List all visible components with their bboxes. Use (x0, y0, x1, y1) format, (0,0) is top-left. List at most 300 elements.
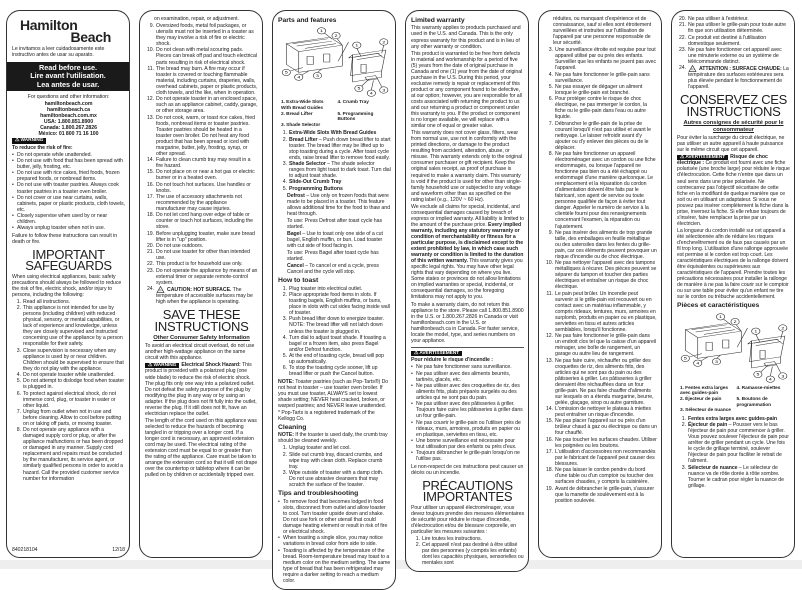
parts-legend-item: 1. Extra-Wide Slots With Bread Guides (281, 100, 324, 111)
panel-footer (12, 544, 125, 553)
warning-badge: ⚠ WARNING (145, 363, 179, 369)
item-body (555, 333, 657, 357)
list-item (677, 35, 790, 47)
item-lead: Sélecteur de nuance (688, 464, 738, 471)
item-body (156, 169, 258, 181)
item-body (289, 316, 391, 334)
paragraph-text: We exclude all claims for special, incidental, and consequential damages caused by breach of express or implied warranty. All liability is limited to the amount of the purchase price. (411, 203, 524, 228)
list-item (411, 371, 524, 383)
svg-text:5: 5 (756, 372, 760, 377)
paragraph (278, 218, 391, 230)
item-text: Do not cook, warm, or toast rice cakes, fried foods, nonbread items or toaster pastries. Toaster pastries should be heated in a toaster oven broiler. Do not heat any food product that has been spread or iced with margarine, butter, jelly, frosting, syrup, or other spread. (156, 114, 255, 157)
item-body (555, 230, 657, 260)
list-item (278, 161, 391, 179)
list-item (411, 364, 524, 370)
list-item (145, 23, 258, 47)
section-heading: Parts and features (278, 17, 337, 24)
numbered-list (677, 16, 790, 90)
item-text: Do not operate toaster in an enclosed space, such as an appliance cabinet, caddy, garage, or other storage area. (156, 96, 258, 115)
list-item (544, 260, 657, 290)
item-text: Ne pas faire cuire, réchauffer ou griller des croquettes de riz, des aliments frits, des articles qui ne sont pas du pain ou des pâtisseries à griller. Les pâtisseries à griller devraient être réchauffées dans un four grille-pain. Ne pas faire chauffer d'aliments sur lesquels on a étendu margarine, beurre, gelée, glaçage, sirop ou autre garniture. (555, 357, 654, 406)
item-text: Ne pas insérer des aliments de trop grande taille, des emballages en feuille métallique ou des ustensiles dans les fentes du grille-pain, car ces éléments peuvent provoquer un risque d'incendie ou de choc électrique. (555, 229, 657, 260)
item-lead: Slide-Out Crumb Tray (289, 179, 342, 186)
warning-lead: Risque de choc électrique : (677, 153, 768, 167)
item-text: Do not operate while unattended. (17, 151, 92, 158)
item-number: 4. (16, 372, 21, 378)
list-item (12, 378, 125, 390)
list-item (12, 182, 125, 194)
svg-text:3: 3 (714, 359, 718, 364)
paragraph (677, 228, 790, 301)
list-item (145, 249, 258, 261)
bullet-icon: • (411, 450, 413, 457)
paragraph-lead: NOTE: (278, 432, 294, 439)
list-item (544, 333, 657, 357)
item-number: 20. (146, 242, 154, 249)
item-text: Failure to clean crumb tray may result in a fire hazard. (156, 157, 251, 170)
item-number: 2. (282, 136, 287, 143)
list-item (278, 286, 391, 292)
list-item (544, 96, 657, 120)
item-text: Do not use with rice cakes, fried foods, frozen prepared foods, or nonbread items. (17, 170, 120, 183)
item-text: The temperature of accessible surfaces may be high when the appliance is operating. (156, 286, 253, 305)
item-number: 14. (146, 157, 154, 164)
parts-legend-item: 4. Ramasse-miettes (736, 385, 781, 391)
item-body (555, 96, 657, 120)
paragraph-text: – Use to toast only one side of a cut bagel, English muffin, or bun. Load toaster with cut side of food facing in. (287, 231, 383, 250)
item-body (17, 182, 125, 194)
bullet-icon: • (278, 535, 280, 542)
major-heading: PRÉCAUTIONS IMPORTANTES (422, 477, 513, 505)
item-number: 1. (16, 298, 21, 305)
list-item (411, 438, 524, 450)
bullet-icon: • (12, 225, 14, 232)
item-number: 2. (16, 305, 21, 312)
item-number: 12. (146, 96, 154, 103)
svg-text:1: 1 (754, 328, 758, 334)
list-item (544, 121, 657, 151)
svg-text:2: 2 (733, 319, 737, 324)
list-item (677, 22, 790, 34)
list-item (278, 130, 391, 136)
list-item (411, 420, 524, 438)
item-text: Avant de débrancher le grille-pain, s'assurer que la manette de soulèvement est à la position soulevée. (555, 485, 654, 504)
numbered-list (544, 47, 657, 504)
item-text: The bread may burn. A fire may occur if toaster is covered or touching flammable material, including curtains, draperies, walls, overhead cabinets, paper or plastic products, cloth towels, and the like, when in operation. (156, 65, 258, 96)
item-body (23, 427, 125, 481)
item-number: 3. (282, 470, 287, 477)
list-item (145, 96, 258, 114)
contact-line: hamiltonbeach.com (44, 100, 93, 107)
paragraph (544, 16, 657, 46)
item-text: Do not use with food that has been spread with butter, jelly, frosting, etc. (17, 157, 123, 170)
paragraph (278, 379, 391, 409)
item-body (555, 84, 657, 96)
item-body (156, 261, 242, 267)
item-number: 5. (548, 83, 553, 90)
bullet-icon: • (411, 401, 413, 408)
item-body (555, 358, 657, 406)
item-number: 7. (16, 408, 21, 415)
item-text: Wipe outside of toaster with a damp cloth. Do not use abrasive cleansers that may scratch the surface of the toaster. (289, 470, 384, 489)
item-number: 2. (282, 451, 287, 458)
list-item (677, 416, 790, 422)
item-body (156, 243, 203, 249)
item-number: 6. (282, 365, 287, 372)
item-body (283, 535, 391, 547)
item-body (555, 47, 657, 71)
paragraph-text: To use: Press Bagel after toast cycle has started. (287, 250, 379, 263)
numbered-list (278, 130, 391, 191)
major-heading: CONSERVEZ CES INSTRUCTIONS (679, 92, 788, 119)
bullet-list (411, 364, 524, 462)
item-body (289, 335, 391, 353)
item-text: Oversized foods, metal foil packages, or utensils must not be inserted in a toaster as they may involve a risk of fire or electric shock. (156, 23, 254, 48)
item-number: 15. (545, 418, 553, 425)
parts-legend-item: 3. Shade Selector (281, 122, 321, 128)
item-body (156, 212, 258, 230)
item-text: Read all instructions. (23, 298, 71, 305)
paragraph-text: This product is warranted to be free from defects in material and workmanship for a period of five (5) years from the date of original purchase in Canada and one (1) year from the date of original purchase in the U.S. During this period, your exclusive remedy is repair or replacement of this product or any component found to be defective, at our option; however, you are responsible for all costs associated with returning the product to us and our returning a product or component under this warranty to you. If the product or component is no longer available, we will replace with a similar one of equal or greater value. (411, 50, 523, 130)
paragraph-text: Failure to follow these instructions can result in death or fire. (12, 232, 118, 245)
item-lead: Programming Buttons (289, 185, 343, 192)
item-body (156, 194, 258, 212)
item-text: Do not operate toaster while unattended. (23, 372, 115, 378)
item-number: 22. (146, 261, 154, 268)
item-text: The use of accessory attachments not recommended by the appliance manufacturer may cause injuries. (156, 193, 242, 212)
item-body (17, 225, 105, 231)
item-body (156, 157, 258, 169)
logo-line-2: Beach (70, 29, 111, 45)
item-number: 8. (16, 427, 21, 434)
item-text: – Push down bread lifter to start toaster. The bread lifter may be lifted up to stop toasting during a cycle. After toast cycle ends, raise bread lifter to remove food easily. (289, 136, 391, 161)
paragraph-bold: Every implied warranty, including any statutory warranty or condition of merchantability or fitness for a particular purpose, is disclaimed except to the extent prohibited by law, in which case such warranty or condition is limited to the duration of this written warranty. (411, 221, 524, 265)
paragraph-text: To avoid an electrical circuit overload, do not use another high-wattage appliance on the same circuit with this appliance. (145, 342, 255, 361)
warning-lead: Electrical Shock Hazard: (181, 361, 241, 368)
item-text: Ne pas faire fonctionner le grille-pain dans un endroit clos tel que la caisse d'un appareil ménager, une boîte de rangement, un garage ou autre lieu de rangement. (555, 333, 657, 358)
item-text: Ne pas utiliser avec des pâtisseries à griller. Toujours faire cuire les pâtisseries à griller dans un four grille-pain. (416, 401, 523, 420)
item-text: Lire toutes les instructions. (422, 535, 482, 542)
item-text: Ne pas utiliser avec des croquettes de riz, des aliments frits, plats préparés surgelés ou des articles qui ne sont pas du pain. (416, 383, 520, 402)
list-item (544, 84, 657, 96)
banner-line: Lea antes de usar. (36, 79, 100, 89)
svg-text:1: 1 (320, 29, 323, 34)
list-item (12, 305, 125, 347)
bullet-icon: • (411, 383, 413, 389)
svg-text:3: 3 (382, 88, 386, 93)
list-item (145, 286, 258, 305)
item-lead: CAUTION: HOT SURFACE. (167, 286, 232, 293)
svg-text:4: 4 (696, 360, 700, 366)
major-heading: IMPORTANT SAFEGUARDS (25, 246, 112, 274)
paragraph-text: – Use only on frozen foods that were made to be placed in a toaster. This feature allows additional time for the food to thaw and heat through. (287, 192, 390, 217)
paragraph (145, 418, 258, 478)
warning-text: Ce produit est fourni avec une fiche polarisée (une broche large) pour réduire le risque d'électrocution. Cette fiche n'entre que dans un seul sens dans une prise polarisée. Ne contrecarrez pas l'objectif sécuritaire de cette fiche en la modifiant de quelque manière que ce soit ou en utilisant un adaptateur. Si vous ne pouvez pas insérer complètement la fiche dans la prise, inversez la fiche. Si elle refuse toujours de s'insérer, faire remplacer la prise par un électricien. (677, 160, 790, 227)
item-body (156, 66, 258, 96)
item-lead: ATTENTION : SURFACE CHAUDE: (699, 66, 782, 72)
list-item (12, 158, 125, 170)
item-text: La température des surfaces extérieures sera plus élevée pendant le fonctionnement de l'appareil. (688, 66, 789, 91)
item-number: 20. (678, 16, 686, 22)
manual-panel-3 (272, 10, 396, 590)
bullet-icon: • (278, 498, 280, 505)
paragraph-text: réduites, ou manquant d'expérience et de connaissance, sauf si elles sont étroitement surveillées et instruites sur l'utilisation de l'appareil par une personne responsable de leur sécurité. (553, 16, 652, 47)
item-body (156, 47, 258, 65)
list-item (411, 401, 524, 419)
svg-text:4: 4 (768, 376, 772, 382)
list-item (278, 499, 391, 535)
list-item (278, 452, 391, 470)
item-body (289, 365, 391, 377)
item-body (555, 72, 657, 84)
warning-subheading: To reduce the risk of fire: (12, 144, 73, 151)
numbered-list (411, 536, 524, 567)
item-number: 24. (146, 285, 154, 292)
list-item (677, 47, 790, 65)
item-text: L'omission de nettoyer le plateau à miettes peut entraîner un risque d'incendie. (555, 406, 652, 419)
item-text: Push bread lifter down to energize toaster. NOTE: The bread lifter will not latch down unless the toaster is plugged in. (289, 316, 385, 335)
item-text: Ne pas faire fonctionner un appareil électroménager avec un cordon ou une fiche endommagés, ou lorsque l'appareil ne fonctionne pas bien ou a été échappé ou endommagé d'une manière quelconque. Le remplacement et la réparation du cordon d'alimentation doivent être faits par le fabricant, son agent de service ou toute personne qualifiée de façon à éviter tout danger. Appeler le numéro de service à la clientèle fourni pour des renseignements concernant l'examen, la réparation ou l'ajustement. (555, 150, 656, 230)
item-body (283, 548, 391, 584)
item-number: 13. (545, 357, 553, 364)
item-body (17, 213, 125, 225)
list-item (411, 542, 524, 566)
item-text: At the end of toasting cycle, bread will pop up automatically. (289, 353, 384, 366)
item-body (688, 416, 777, 422)
item-body (23, 372, 115, 378)
item-body (555, 406, 657, 418)
paragraph-text: on examination, repair, or adjustment. (154, 16, 239, 22)
svg-text:2: 2 (334, 33, 338, 39)
item-text: Ne pas faire fonctionner le grille-pain sans surveillance. (555, 71, 650, 84)
list-item (12, 195, 125, 213)
section-heading: Tips and troubleshooting (278, 490, 359, 498)
paragraph-text: Pour éviter la surcharge du circuit électrique, ne pas utiliser un autre appareil à haute puissance sur le même circuit que cet appareil. (677, 134, 785, 153)
item-body (555, 151, 657, 230)
item-number: 14. (545, 406, 553, 413)
item-body (23, 305, 125, 347)
warning-block (12, 137, 125, 144)
bullet-list (12, 152, 125, 232)
item-number: 17. (545, 448, 553, 455)
item-text: Slide out crumb tray, discard crumbs, and wipe tray with clean cloth. Replace crumb tray. (289, 451, 383, 470)
list-item (544, 72, 657, 84)
hot-surface-caution-icon (156, 286, 165, 293)
paragraph (12, 274, 125, 298)
paragraph (411, 130, 524, 203)
paragraph (278, 193, 391, 217)
paragraph-text: When using electrical appliances, basic safety precautions should always be followed to reduce the risk of fire, electric shock, and/or injury to persons, including the following: (12, 273, 122, 298)
list-item (12, 225, 125, 231)
bottom-margin-strip (0, 560, 802, 569)
paragraph (411, 302, 524, 344)
list-item (12, 299, 125, 305)
item-number: 24. (678, 65, 686, 72)
item-body (555, 260, 657, 290)
item-number: 19. (545, 485, 553, 492)
bullet-icon: • (12, 213, 14, 220)
item-text: Closely supervise when used by or near children. (17, 213, 108, 226)
paragraph-text: * Pop-Tarts is a registered trademark of the Kellogg Co. (278, 409, 375, 422)
item-number: 21. (146, 249, 154, 256)
list-item (544, 467, 657, 485)
manual-panel-5 (538, 10, 662, 558)
svg-text:5: 5 (284, 70, 288, 75)
contact-heading: For questions and other information: (27, 93, 110, 100)
item-number: 8. (548, 150, 553, 157)
item-number: 3. (548, 47, 553, 54)
item-number: 3. (16, 347, 21, 354)
item-number: 4. (548, 71, 553, 78)
item-body (289, 445, 351, 451)
item-number: 3. (282, 316, 287, 323)
bullet-icon: • (411, 437, 413, 444)
list-item (544, 291, 657, 333)
item-body (688, 22, 790, 34)
numbered-list (278, 445, 391, 488)
list-item (544, 437, 657, 449)
section-heading: Cleaning (278, 423, 307, 431)
item-text: Do not place on or near a hot gas or electric burner or in a heated oven. (156, 169, 255, 182)
list-item (12, 427, 125, 481)
item-body (416, 450, 524, 462)
item-text: This product is for household use only. (156, 261, 243, 268)
item-number: 1. (282, 285, 287, 292)
item-text: Do not touch hot surfaces. Use handles or knobs. (156, 181, 251, 194)
section-heading: Pièces et caractéristiques (677, 302, 760, 310)
item-body (156, 182, 258, 194)
warning-badge: ⚠ AVERTISSEMENT (677, 155, 728, 161)
bullet-icon: • (411, 419, 413, 426)
section-heading: How to toast (278, 277, 319, 285)
item-text: Always unplug toaster when not in use. (17, 225, 106, 232)
paragraph-text: Pour utiliser un appareil électroménager, vous devez toujours prendre des mesures élémentaires de sécurité pour réduire le risque d'incendie, d'électrocution et/ou de blessure corporelle, en particulier les mesures suivantes : (411, 504, 524, 535)
paragraph-lead: Defrost (287, 192, 305, 199)
paragraph-text: To use: Press Defrost after toast cycle has started. (287, 217, 383, 231)
item-body (555, 291, 657, 333)
item-number: 2. (282, 292, 287, 299)
item-number: 5. (282, 185, 287, 192)
paragraph-lead: NOTE: (278, 378, 294, 385)
item-body (422, 536, 482, 542)
warning-block (411, 350, 524, 357)
svg-text:2: 2 (781, 325, 785, 331)
item-number: 16. (545, 436, 553, 443)
item-body (23, 348, 125, 372)
item-body (688, 47, 790, 65)
item-body (289, 286, 362, 292)
item-body (289, 452, 391, 470)
list-item (278, 179, 391, 185)
list-item (544, 406, 657, 418)
item-text: Pour protéger contre le risque de choc électrique, ne pas immerger le cordon, la fiche ou le grille-pain dans l'eau ou autre liquide. (555, 96, 647, 121)
item-body (156, 268, 258, 286)
item-text: Unplug toaster and let cool. (289, 445, 351, 452)
paragraph (12, 233, 125, 245)
item-body (17, 195, 125, 213)
item-number: 9. (548, 229, 553, 236)
svg-text:5: 5 (357, 86, 361, 91)
item-text: Ne pas utiliser le grille-pain pour toute autre fin que son utilisation déterminée. (688, 22, 786, 35)
item-text: Ne pas couvrir le grille-pain ou l'utiliser près de rideaux, murs, armoires, produits en papier ou en plastique, serviettes en tissu, etc. (416, 419, 521, 438)
list-item (145, 182, 258, 194)
item-text: Do not attempt to dislodge food when toaster is plugged in. (23, 378, 125, 391)
document-code: 840218104 (12, 546, 38, 553)
item-text: Ne pas utiliser à l'extérieur. (688, 16, 749, 22)
parts-legend-item: 3. Sélecteur de nuance (680, 408, 731, 414)
paragraph (278, 410, 391, 422)
parts-legend-item: 5. Programming Buttons (337, 111, 374, 123)
item-text: Do not use toaster for other than intended use. (156, 249, 250, 262)
item-body (156, 115, 258, 157)
list-item (145, 261, 258, 267)
paragraph-text: Le non-respect de ces instructions peut causer un décès ou un incendie. (411, 463, 524, 476)
item-body (416, 438, 524, 450)
list-item (145, 66, 258, 96)
list-item (411, 383, 524, 401)
list-item (278, 445, 391, 451)
list-item (544, 47, 657, 71)
list-item (544, 230, 657, 260)
item-number: 18. (146, 212, 154, 219)
paragraph (12, 46, 125, 58)
item-body (688, 16, 749, 22)
svg-text:4: 4 (297, 75, 301, 80)
list-item (544, 418, 657, 436)
list-item (12, 348, 125, 372)
item-number: 22. (678, 34, 686, 41)
revision-date: 12/18 (112, 546, 125, 553)
paragraph-text: – To cancel or end a cycle, press Cancel and the cycle will stop. (287, 263, 379, 276)
parts-legend-item: 2. Éjecteur de pain (680, 397, 722, 403)
item-text: Ne pas faire fonctionner cet appareil avec une minuterie externe ou un système de télécommande distinct. (688, 46, 782, 65)
paragraph (145, 343, 258, 361)
contact-line: hamiltonbeach.com.mx (40, 112, 97, 119)
item-text: Before unplugging toaster, make sure bread lifter is in "up" position. (156, 230, 255, 243)
item-number: 11. (546, 290, 553, 297)
item-body (283, 499, 391, 535)
item-number: 1. (282, 445, 287, 452)
svg-text:1: 1 (355, 43, 359, 48)
item-text: Ne pas utiliser avec des aliments beurrés, tartinés, glacés, etc. (416, 370, 511, 383)
item-text: Ne pas placer l'appareil sur ou près d'un brûleur chaud à gaz ou électrique ou dans un four chauffé. (555, 418, 657, 437)
list-item (544, 358, 657, 406)
list-item (12, 152, 125, 158)
paragraph-text: If the toaster is used daily, the crumb tray should be cleaned weekly. (278, 432, 388, 445)
list-item (145, 169, 258, 181)
bullet-icon: • (411, 370, 413, 377)
item-number: 10. (146, 47, 154, 54)
item-text: Ne pas essayer de dégager un aliment lorsque le grille-pain est branché. (555, 83, 643, 96)
list-item (278, 335, 391, 353)
item-body (555, 467, 657, 485)
item-number: 4. (282, 179, 287, 186)
list-item (145, 212, 258, 230)
item-body (156, 96, 258, 114)
item-text: – The shade selector ranges from light toast to dark toast. Turn dial to adjust toast shade. (289, 160, 391, 180)
item-text: To stop the toasting cycle sooner, lift up bread lifter or push the Cancel button. (289, 365, 378, 378)
item-body (156, 23, 258, 47)
section-divider (411, 347, 524, 348)
item-number: 5. (16, 378, 21, 385)
item-body (688, 465, 790, 489)
item-body (416, 371, 524, 383)
list-item (12, 391, 125, 409)
item-text: Ne pas nettoyer l'appareil avec des tampons métalliques à récurer. Des pièces peuvent se séparer du tampon et toucher des parties électriques et entraîner un risque de choc électrique. (555, 260, 657, 291)
svg-text:2: 2 (382, 40, 386, 45)
list-item (12, 409, 125, 427)
paragraph (411, 51, 524, 130)
